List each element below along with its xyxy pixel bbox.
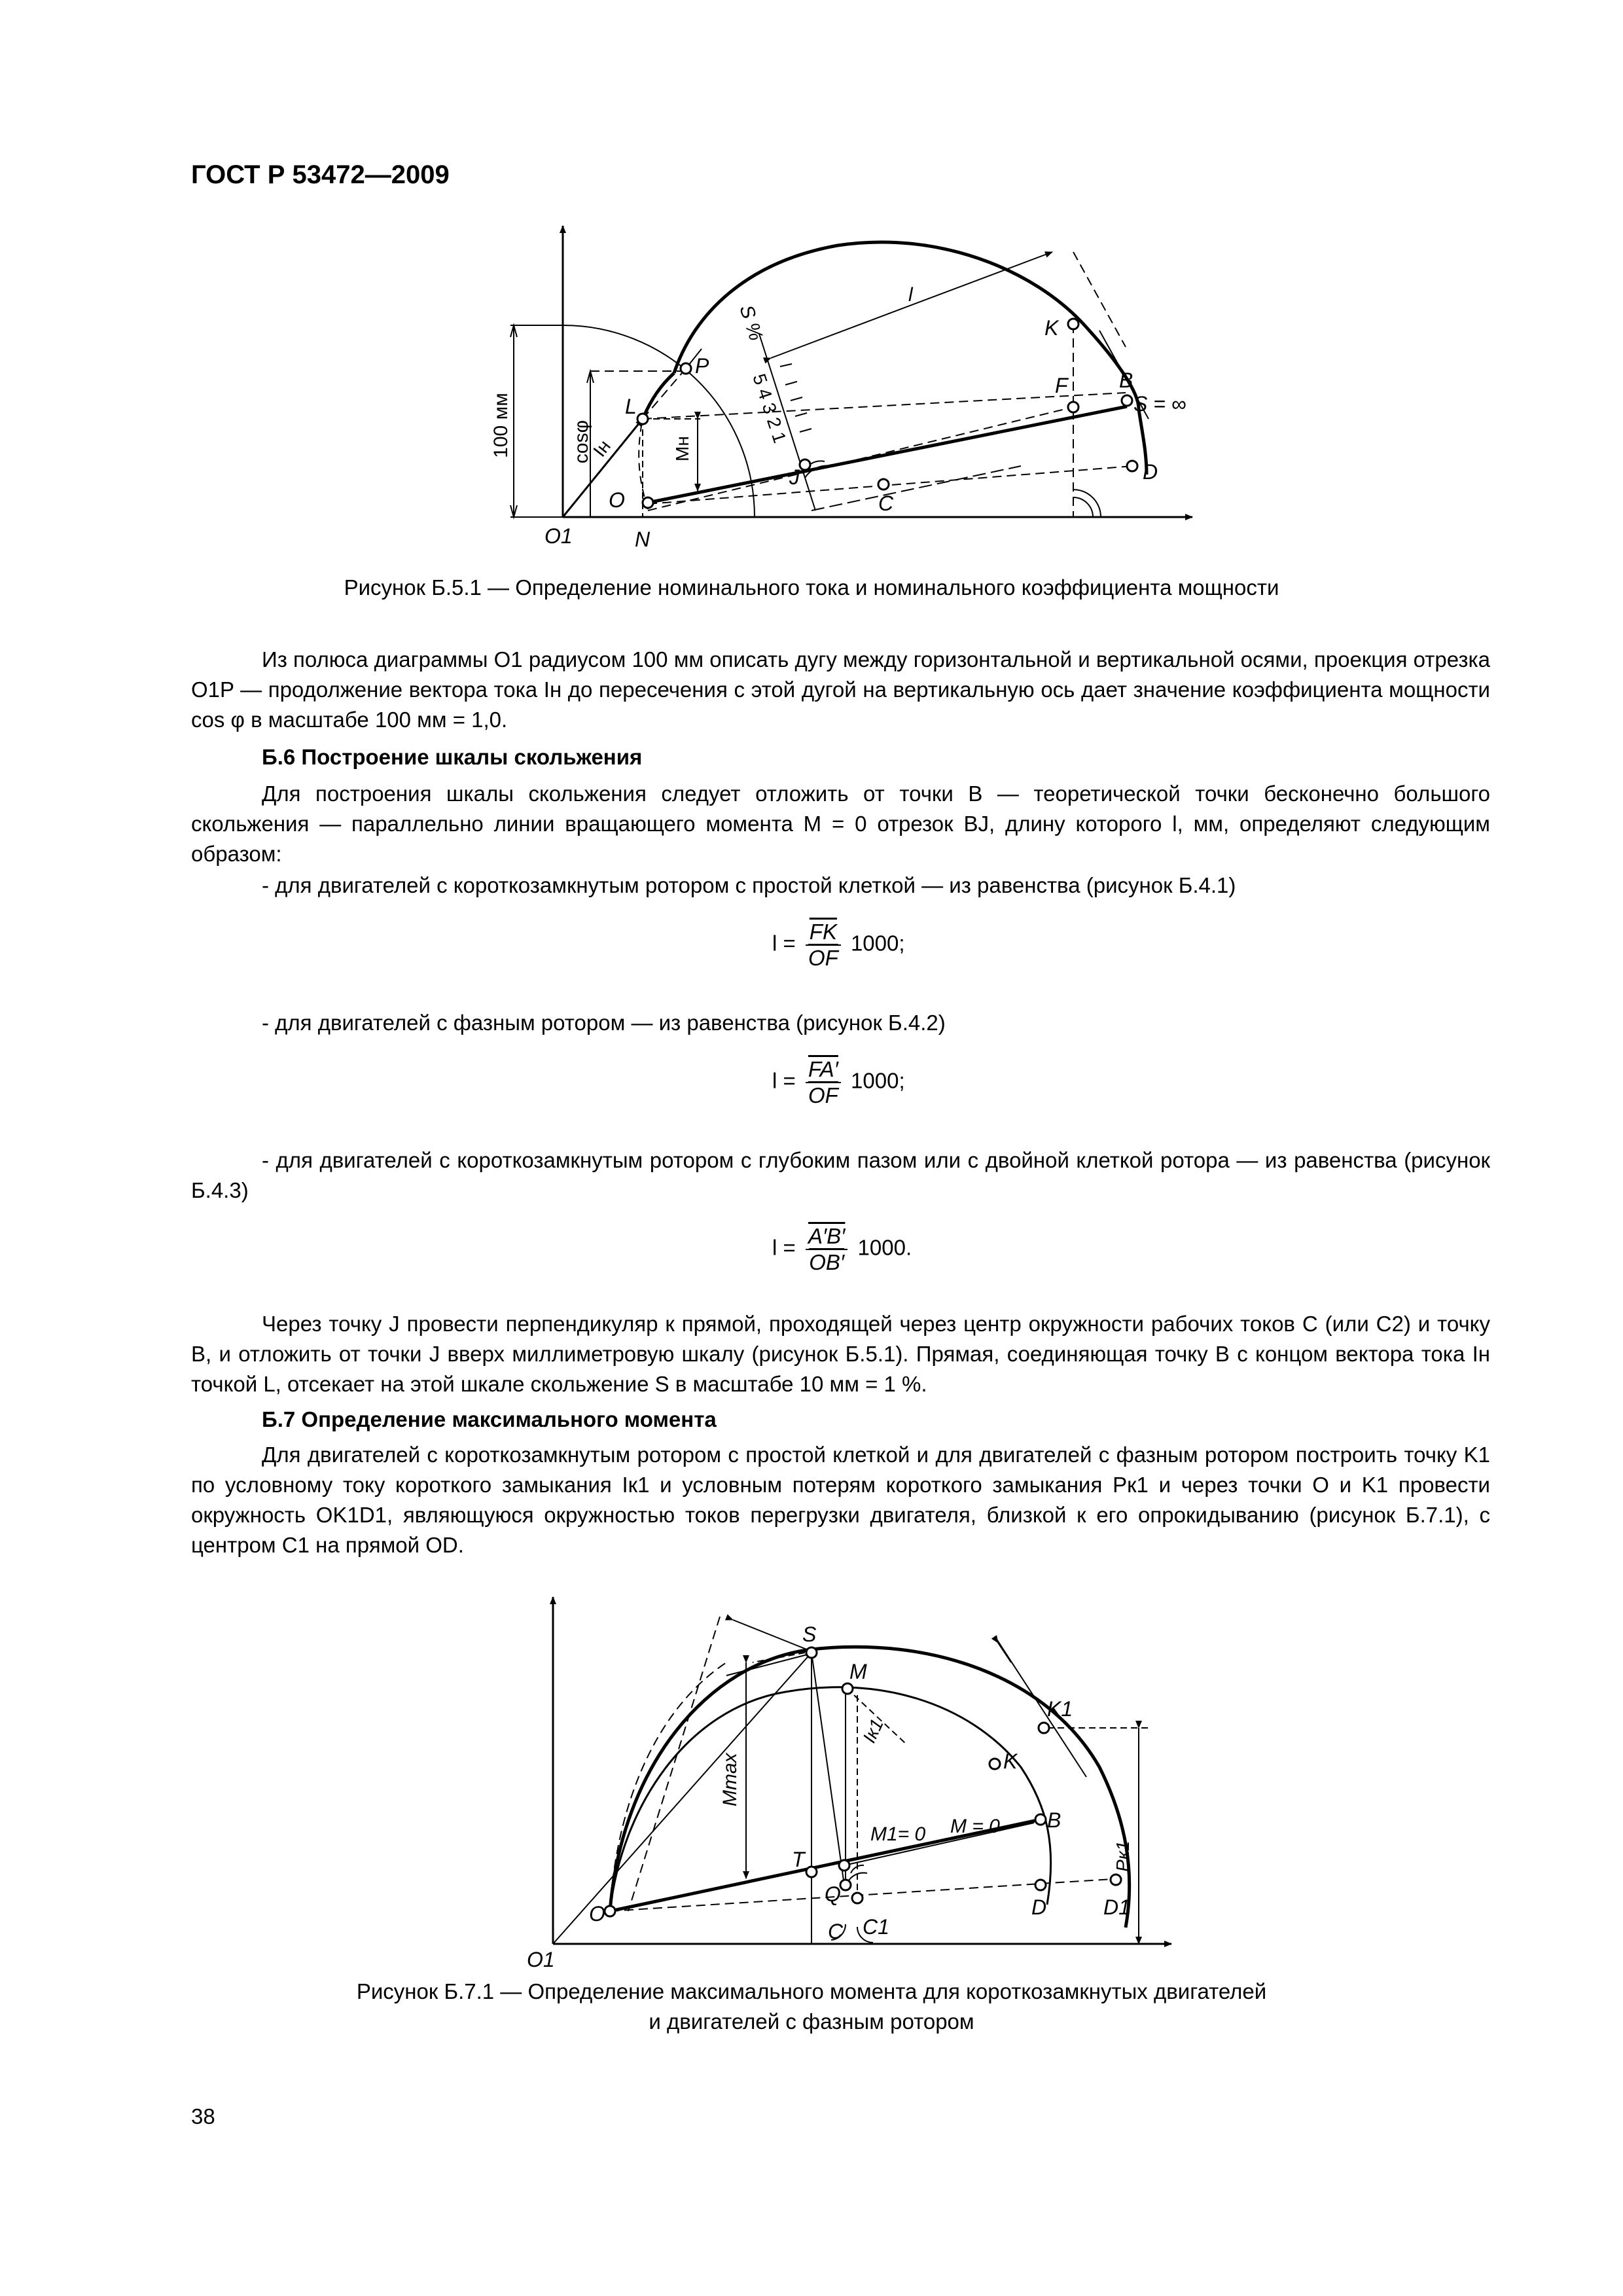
formula-3-num: A′B′ [806, 1224, 847, 1250]
fig1-L-label: L [625, 395, 637, 418]
fig2-M0-label: M = 0 [950, 1816, 1000, 1837]
figure-b71-diagram [517, 1590, 1185, 1971]
formula-1-lhs: l = [772, 931, 796, 956]
formula-2-rhs: 1000; [851, 1068, 905, 1093]
fig2-M1-label: M1= 0 [870, 1823, 926, 1845]
fig1-scale-label: 5 4 3 2 1 [749, 371, 791, 446]
figure-b71 [517, 1590, 1185, 1971]
fig1-K-label: K [1044, 316, 1059, 340]
fig2-O-label: O [589, 1902, 605, 1926]
bullet-2: - для двигателей с фазным ротором — из равенства (рисунок Б.4.2) [262, 1011, 946, 1035]
section-b7-title: Б.7 Определение максимального момента [262, 1407, 717, 1431]
fig1-J-label: J [789, 465, 800, 489]
fig1-B-label: B [1119, 368, 1133, 392]
fig2-M-label: M [849, 1660, 867, 1683]
paragraph-1: Из полюса диаграммы O1 радиусом 100 мм описать дугу между горизонтальной и вертикальной осями, проекция отрезка O1P — продолжение вектора тока Iн до пересечения с этой дугой на вертикальную ось дает значение коэффициента мощности cos φ в масштабе 100 мм = 1,0. [191, 647, 1490, 732]
formula-3-den: OB′ [809, 1250, 845, 1274]
page-number: 38 [191, 2104, 215, 2128]
fig2-caption-line2: и двигателей с фазным ротором [649, 2009, 974, 2034]
document-header: ГОСТ Р 53472—2009 [191, 160, 450, 189]
figure-b51 [484, 219, 1211, 560]
fig2-caption-line1: Рисунок Б.7.1 — Определение максимального момента для короткозамкнутых двигателей [356, 1979, 1267, 2003]
fig1-Sinf-label: S = ∞ [1133, 392, 1186, 416]
bullet-1: - для двигателей с короткозамкнутым ротором с простой клеткой — из равенства (рисунок Б.4.1) [262, 873, 1236, 897]
formula-3-lhs: l = [772, 1235, 796, 1260]
formula-1-rhs: 1000; [850, 931, 905, 956]
fig2-C-label: C [828, 1920, 844, 1943]
formula-1 [772, 920, 905, 971]
formula-1-den: OF [808, 946, 838, 970]
fig2-Pk1-label: Pк1 [1113, 1840, 1133, 1872]
formula-3-rhs: 1000. [857, 1235, 912, 1260]
figure-b51-diagram [484, 219, 1211, 560]
formula-2-den: OF [808, 1083, 838, 1107]
fig2-D-label: D [1031, 1895, 1047, 1919]
paragraph-2: Для построения шкалы скольжения следует отложить от точки B — теоретической точки бесконечно большого скольжения — параллельно линии вращающего момента M = 0 отрезок BJ, длину которого l, мм, определяют следующим образом: [191, 781, 1490, 866]
fig1-F-label: F [1055, 374, 1068, 397]
fig2-T-label: T [792, 1848, 805, 1871]
fig1-caption: Рисунок Б.5.1 — Определение номинального тока и номинального коэффициента мощности [344, 575, 1279, 600]
working-circle [610, 1687, 1051, 1911]
formula-2-lhs: l = [772, 1068, 796, 1093]
fig1-Mn-label: Мн [672, 436, 692, 461]
fig1-O-label: O [609, 488, 625, 512]
fig2-K-label: K [1003, 1749, 1018, 1773]
fig1-O1-label: O1 [544, 524, 573, 548]
fig1-100mm-label: 100 мм [490, 393, 512, 458]
fig2-O1-label: O1 [527, 1948, 555, 1971]
fig2-Mmax-label: Mmax [719, 1753, 741, 1806]
fig1-P-label: P [695, 354, 709, 378]
fig1-C-label: C [878, 492, 894, 515]
paragraph-4: Для двигателей с короткозамкнутым ротором с простой клеткой и для двигателей с фазным ротором построить точку K1 по условному току короткого замыкания Iк1 и условным потерям короткого замыкания Pк1 и через точки O и K1 провести окружность OK1D1, являющуюся окружностью токов перегрузки двигателя, близкой к его опрокидыванию (рисунок Б.7.1), с центром C1 на прямой OD. [191, 1443, 1490, 1557]
fig2-D1-label: D1 [1103, 1895, 1130, 1919]
fig2-B-label: B [1047, 1808, 1061, 1832]
formula-2-num: FA′ [806, 1057, 841, 1083]
formula-3 [772, 1224, 912, 1275]
fig1-l-label: l [908, 284, 913, 306]
fig2-K1-label: K1 [1047, 1697, 1073, 1721]
fig1-cosphi-label: cosφ [571, 420, 592, 464]
fig2-Ik1-label: Iк1 [859, 1715, 887, 1746]
fig2-S-label: S [802, 1623, 817, 1646]
fig2-C1-label: C1 [863, 1915, 889, 1939]
bullet-3: - для двигателей с короткозамкнутым ротором с глубоким пазом или с двойной клеткой ротора — из равенства (рисунок Б.4.3) [191, 1148, 1490, 1202]
section-b6-title: Б.6 Построение шкалы скольжения [262, 745, 643, 769]
fig2-Q-label: Q [825, 1882, 841, 1906]
formula-1-num: $\overline{FK}$ [806, 920, 841, 946]
fig1-D-label: D [1143, 460, 1158, 484]
formula-2 [772, 1057, 905, 1108]
fig1-spct-label: S % [735, 302, 767, 344]
fig1-In-label: Iн [589, 436, 615, 461]
paragraph-3: Через точку J провести перпендикуляр к прямой, проходящей через центр окружности рабочих токов C (или C2) и точку B, и отложить от точки J вверх миллиметровую шкалу (рисунок Б.5.1). Прямая, соединяющая точку B с концом вектора тока Iн точкой L, отсекает на этой шкале скольжение S в масштабе 10 мм = 1 %. [191, 1312, 1490, 1396]
fig1-N-label: N [635, 528, 651, 551]
